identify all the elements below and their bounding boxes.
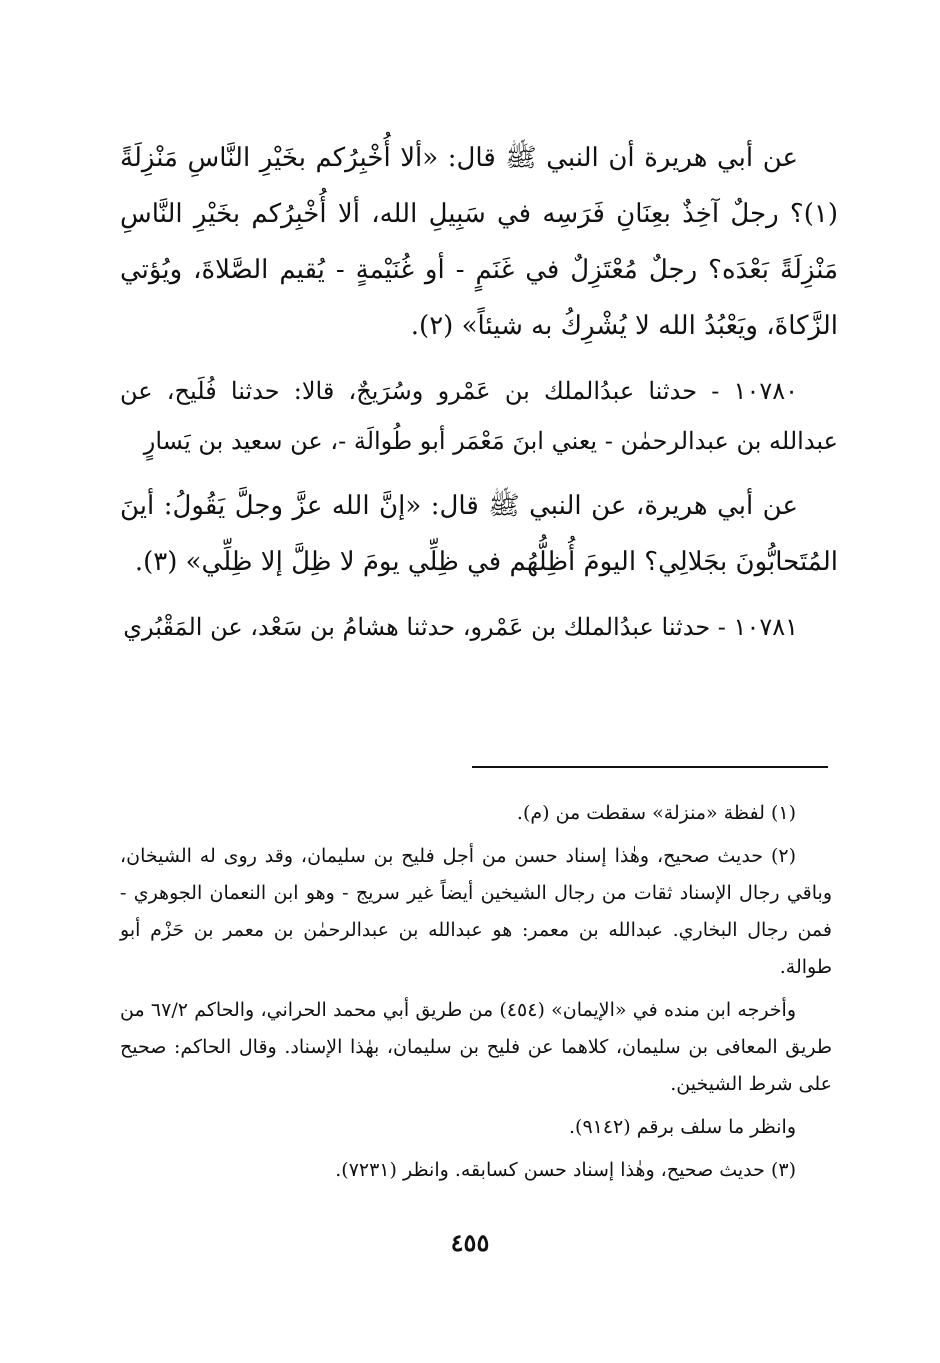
footnote-divider	[472, 766, 828, 768]
footnote-2: (٢) حديث صحيح، وهٰذا إسناد حسن من أجل فليح بن سليمان، وقد روى له الشيخان، وباقي رجال الإسناد ثقات من رجال الشيخين أيضاً غير سريج - وهو ابن النعمان الجوهري - فمن رجال البخاري. عبدالله بن معمر: هو عبدالله بن عبدالرحمٰن بن معمر بن حَزْم أبو طوالة.	[120, 845, 832, 978]
page-number: ٤٥٥	[450, 1228, 490, 1257]
footnotes	[120, 795, 832, 1195]
footnote-1: (١) لفظة «منزلة» سقطت من (م).	[516, 802, 796, 824]
main-text	[120, 130, 838, 664]
hadith-text-1: عن أبي هريرة أن النبي ﷺ قال: «ألا أُخْبِرُكم بخَيْرِ النَّاسِ مَنْزِلَةً (١)؟ رجلٌ آخِذٌ بعِنَانِ فَرَسِه في سَبِيلِ الله، ألا أُخْبِرُكم بخَيْرِ النَّاسِ مَنْزِلَةً بَعْدَه؟ رجلٌ مُعْتَزِلٌ في غَنَمٍ - أو غُنَيْمةٍ - يُقيم الصَّلاةَ، ويُؤتي الزَّكاةَ، ويَعْبُدُ الله لا يُشْرِكُ به شيئاً» (٢).	[120, 143, 838, 341]
hadith-chain-10781: ١٠٧٨١ - حدثنا عبدُالملك بن عَمْرو، حدثنا هشامُ بن سَعْد، عن المَقْبُري	[123, 613, 798, 641]
footnote-2-see-also: وانظر ما سلف برقم (٩١٤٢).	[568, 1116, 796, 1138]
footnote-3: (٣) حديث صحيح، وهٰذا إسناد حسن كسابقه. وانظر (٧٢٣١).	[335, 1159, 796, 1181]
hadith-text-2: عن أبي هريرة، عن النبي ﷺ قال: «إنَّ الله عزَّ وجلَّ يَقُولُ: أينَ المُتَحابُّونَ بجَلالِي؟ اليومَ أُظِلُّهُم في ظِلِّي يومَ لا ظِلَّ إلا ظِلِّي» (٣).	[120, 491, 838, 577]
footnote-2-continued: وأخرجه ابن منده في «الإيمان» (٤٥٤) من طريق أبي محمد الحراني، والحاكم ٦٧/٢ من طريق المعافى بن سليمان، كلاهما عن فليح بن سليمان، بهٰذا الإسناد. وقال الحاكم: صحيح على شرط الشيخين.	[120, 999, 832, 1095]
hadith-chain-10780: ١٠٧٨٠ - حدثنا عبدُالملك بن عَمْرو وسُرَيجٌ، قالا: حدثنا فُلَيح، عن عبدالله بن عبدالرحمٰن - يعني ابنَ مَعْمَر أبو طُوالَة -، عن سعيد بن يَسارٍ	[120, 377, 838, 455]
